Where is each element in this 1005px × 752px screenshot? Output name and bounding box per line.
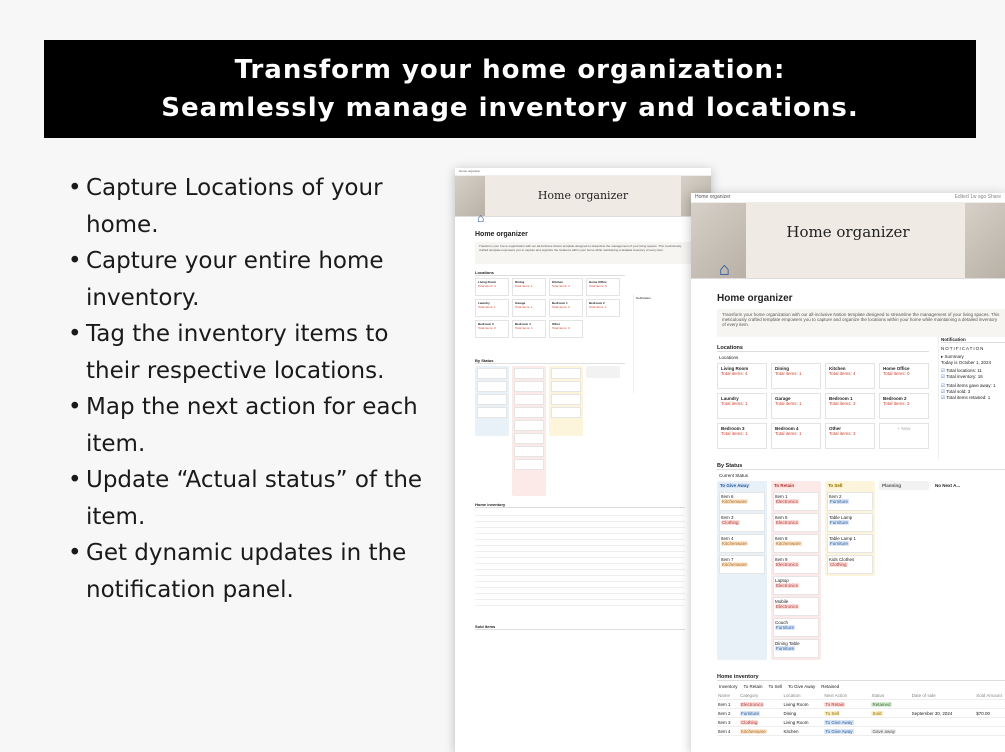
status-view-tab[interactable]: Current Status [719,473,749,478]
location-card[interactable]: Bedroom 2 Total items: 1 [586,299,620,317]
table-row[interactable]: Item 4 Kitchenware Kitchen To Give Away Gave away [717,727,1005,736]
board-card[interactable] [514,459,544,470]
board-card[interactable]: Item 7 Kitchenware [719,555,765,574]
headline-banner [44,40,976,138]
locations-heading: Locations [717,345,929,352]
board-column: To Retain Item 1 Electronics Item 5 Electronics Item 8 Kitchenware Item 9 Electronics Laptop Electronics Mobile Electronics Couch Furniture Dining Table Furniture [771,481,821,660]
status-heading: By Status [717,463,1005,470]
board-card[interactable] [514,420,544,431]
location-card[interactable]: Dining Total items: 1 [512,278,546,296]
board-card[interactable] [477,381,507,392]
inventory-heading: Home inventory [717,674,1005,681]
board-card[interactable]: Couch Furniture [773,618,819,637]
feature-item: • Capture your entire home inventory. [64,243,434,316]
board-card[interactable] [514,433,544,444]
location-card[interactable]: Kitchen Total items: 4 [549,278,583,296]
feature-item: • Update “Actual status” of the item. [64,462,434,535]
top-bar [691,193,1005,203]
board-card[interactable]: Mobile Electronics [773,597,819,616]
check-item[interactable]: ☑ Total items gave away: 1 [941,383,996,388]
table-row[interactable]: Item 2 Furniture Dining To Sell Sold September 30, 2024 $70.00 [717,709,1005,718]
board-card[interactable]: Table Lamp 1 Furniture [827,534,873,553]
intro-callout: Transform your home organization with our all-inclusive Notion template designed to streamline the management of your living spaces. This meticulously crafted template empowers you to capture and organize the locations within your home while maintaining a detailed inventory of every item. [717,309,1005,337]
new-location-button[interactable]: + New [879,423,929,449]
location-card[interactable]: Home Office Total items: 0 [879,363,929,389]
location-card[interactable]: Bedroom 2 Total items: 3 [879,393,929,419]
checkbox-icon: ☑ [941,383,946,388]
board-column: To Give Away Item 6 Kitchenware Item 3 Clothing Item 4 Kitchenware Item 7 Kitchenware [717,481,767,660]
locations-view-tab[interactable]: Locations [719,355,739,360]
feature-item: • Get dynamic updates in the notification panel. [64,535,434,608]
board-card[interactable] [551,381,581,392]
location-card[interactable]: Dining Total items: 1 [771,363,821,389]
notification-heading: Notification [941,337,1005,343]
screenshot-front [691,193,1005,752]
headline-line-2: Seamlessly manage inventory and locations. [161,93,859,123]
location-card[interactable]: Home Office Total items: 0 [586,278,620,296]
location-card[interactable]: Other Total items: 3 [825,423,875,449]
table-header: Name Category Location Next Action Status Date of sale Sold Amount [717,691,1005,700]
board-card[interactable] [514,407,544,418]
board-column [586,366,620,378]
board-card[interactable]: Laptop Electronics [773,576,819,595]
intro-callout: Transform your home organization with our all-inclusive Notion template designed to streamline the management of your living spaces. This meticulously crafted template empowers you to capture and organize the locations within your home while maintaining a detailed inventory of every item. [475,242,691,264]
board-card[interactable] [551,394,581,405]
status-heading: By Status [475,358,625,364]
checkbox-icon: ☑ [941,389,946,394]
sold-heading: Sold items [475,624,685,630]
check-item[interactable]: ☑ Total sold: 3 [941,389,971,394]
notification-heading: Notification [636,296,651,300]
board-card[interactable] [477,407,507,418]
tab-to-retain[interactable]: To Retain [743,684,763,689]
location-card[interactable]: Bedroom 4 Total items: 1 [512,320,546,338]
table-row[interactable] [475,600,685,606]
board-card[interactable]: Item 3 Clothing [719,513,765,532]
feature-list [64,170,434,608]
breadcrumb[interactable]: Home organizer [455,168,711,176]
board-column: Planning [879,481,929,490]
board-card[interactable]: Kids Clothes Clothing [827,555,873,574]
feature-item: • Capture Locations of your home. [64,170,434,243]
board-card[interactable]: Item 8 Kitchenware [773,534,819,553]
today-date: Today is October 1, 2024 [941,360,992,365]
share-button[interactable]: Share [987,194,1001,200]
tab-to-give-away[interactable]: To Give Away [788,684,816,689]
board-column [475,366,509,436]
location-card[interactable]: Bedroom 4 Total items: 1 [771,423,821,449]
cover-title: Home organizer [537,189,629,202]
headline-line-1: Transform your home organization: [234,55,786,85]
board-card[interactable] [551,407,581,418]
board-card[interactable]: Dining Table Furniture [773,639,819,658]
board-card[interactable]: Item 9 Electronics [773,555,819,574]
board-card[interactable]: Item 1 Electronics [773,492,819,511]
location-card[interactable]: Garage Total items: 1 [771,393,821,419]
page-title: Home organizer [475,231,528,238]
location-card[interactable]: Living Room Total items: 4 [475,278,509,296]
house-icon: ⌂ [719,259,730,279]
inventory-table [717,691,1005,736]
board-card[interactable] [477,394,507,405]
check-item[interactable]: ☑ Total locations: 11 [941,368,982,373]
board-column: No Next A... [935,483,961,488]
location-card[interactable]: Laundry Total items: 1 [717,393,767,419]
page-title: Home organizer [717,293,793,304]
inventory-heading: Home inventory [475,502,685,508]
board-column [512,366,546,496]
cover-image [691,203,1005,279]
tab-retained[interactable]: Retained [821,684,840,689]
tab-inventory[interactable]: Inventory [719,684,738,689]
inventory-table [475,510,685,606]
board-card[interactable] [551,368,581,379]
board-column: To Sell Item 2 Furniture Table Lamp Furniture Table Lamp 1 Furniture Kids Clothes Clothing [825,481,875,576]
screenshot-back [455,168,711,752]
location-card[interactable]: Bedroom 1 Total items: 3 [549,299,583,317]
board-card[interactable] [514,446,544,457]
location-card[interactable]: Living Room Total items: 4 [717,363,767,389]
checkbox-icon: ☑ [941,395,946,400]
inventory-tabs [719,684,1005,689]
feature-item: • Map the next action for each item. [64,389,434,462]
checkbox-icon: ☑ [941,368,946,373]
board-card[interactable]: Item 5 Electronics [773,513,819,532]
feature-item: • Tag the inventory items to their respective locations. [64,316,434,389]
checkbox-icon: ☑ [941,374,946,379]
breadcrumb[interactable]: Home organizer [695,194,731,200]
board-card[interactable] [514,381,544,392]
table-row[interactable]: Item 3 Clothing Living Room To Give Away [717,718,1005,727]
notification-label: NOTIFICATION [941,346,985,351]
board-card[interactable] [477,368,507,379]
location-card[interactable]: Bedroom 3 Total items: 0 [475,320,509,338]
cover-title: Home organizer [786,223,910,241]
location-card[interactable]: Other Total items: 3 [549,320,583,338]
tab-to-sell[interactable]: To Sell [768,684,783,689]
board-card[interactable]: Item 6 Kitchenware [719,492,765,511]
board-card[interactable] [514,394,544,405]
house-icon: ⌂ [477,211,485,225]
check-item[interactable]: ☑ Total items retained: 1 [941,395,991,400]
cover-image [455,176,711,225]
board-column [549,366,583,436]
summary-toggle[interactable]: ▸ Summary [941,354,964,359]
location-card[interactable]: Laundry Total items: 1 [475,299,509,317]
board-card[interactable] [514,368,544,379]
check-item[interactable]: ☑ Total inventory: 16 [941,374,983,379]
locations-heading: Locations [475,270,625,276]
board-card[interactable]: Table Lamp Furniture [827,513,873,532]
location-card[interactable]: Bedroom 3 Total items: 1 [717,423,767,449]
board-card[interactable]: Item 4 Kitchenware [719,534,765,553]
notification-panel [938,335,1005,459]
board-card[interactable]: Item 2 Furniture [827,492,873,511]
location-card[interactable]: Kitchen Total items: 4 [825,363,875,389]
edited-timestamp: Edited 1w ago [954,194,987,200]
table-row[interactable]: Item 1 Electronics Living Room To Retain Retained [717,700,1005,709]
location-card[interactable]: Bedroom 1 Total items: 3 [825,393,875,419]
status-board [717,481,1005,660]
location-card[interactable]: Garage Total items: 1 [512,299,546,317]
